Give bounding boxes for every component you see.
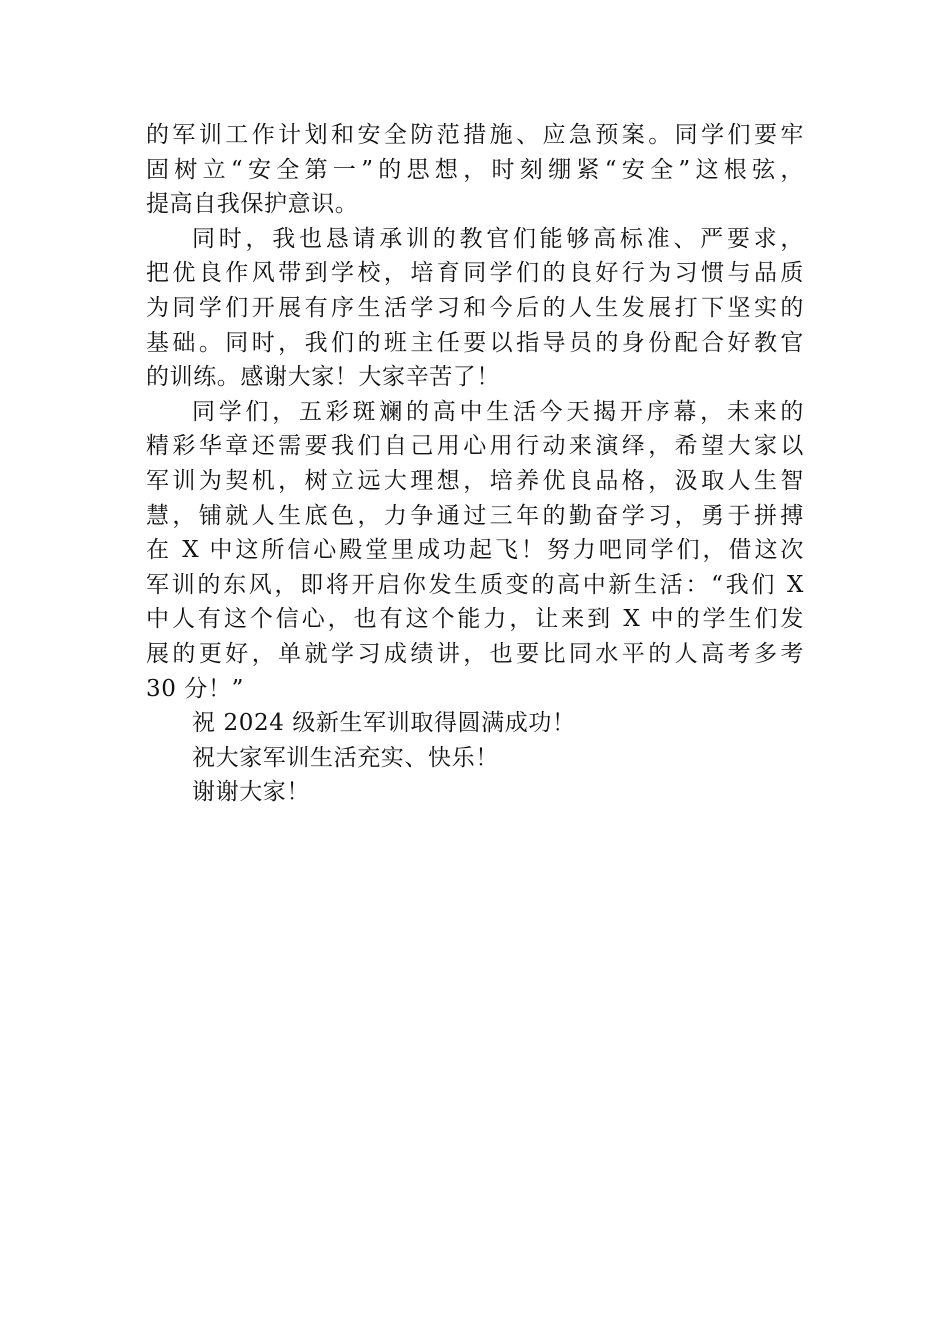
paragraph-instructors [146,222,804,395]
closing-wish-happy [146,741,804,776]
text-line: 祝大家军训生活充实、快乐！ [192,744,499,771]
text-line: 基础。同时，我们的班主任要以指导员的身份配合好教官 [146,329,804,356]
text-line: 军训的东风，即将开启你发生质变的高中新生活：“我们 X [146,571,804,598]
document-page [146,118,804,810]
paragraph-safety [146,118,804,222]
text-line: 30 分！” [146,675,244,702]
closing-thanks [146,775,804,810]
text-line: 祝 2024 级新生军训取得圆满成功！ [192,710,576,737]
text-line: 同时，我也恳请承训的教官们能够高标准、严要求， [192,225,804,252]
text-line: 同学们，五彩斑斓的高中生活今天揭开序幕，未来的 [192,398,804,425]
text-line: 把优良作风带到学校，培育同学们的良好行为习惯与品质 [146,260,804,287]
text-line: 在 X 中这所信心殿堂里成功起飞！努力吧同学们，借这次 [146,537,804,564]
text-line: 的训练。感谢大家！大家辛苦了！ [146,364,500,391]
text-line: 展的更好，单就学习成绩讲，也要比同水平的人高考多考 [146,640,804,667]
paragraph-students [146,395,804,706]
text-line: 固树立“安全第一”的思想，时刻绷紧“安全”这根弦， [146,156,804,183]
text-line: 中人有这个信心，也有这个能力，让来到 X 中的学生们发 [146,606,804,633]
text-line: 慧，铺就人生底色，力争通过三年的勤奋学习，勇于拼搏 [146,502,804,529]
text-line: 提高自我保护意识。 [146,191,359,218]
text-line: 谢谢大家！ [192,779,310,806]
closing-wish-success [146,706,804,741]
text-line: 为同学们开展有序生活学习和今后的人生发展打下坚实的 [146,294,804,321]
text-line: 的军训工作计划和安全防范措施、应急预案。同学们要牢 [146,122,804,148]
text-line: 精彩华章还需要我们自己用心用行动来演绎，希望大家以 [146,433,804,460]
text-line: 军训为契机，树立远大理想，培养优良品格，汲取人生智 [146,467,804,494]
